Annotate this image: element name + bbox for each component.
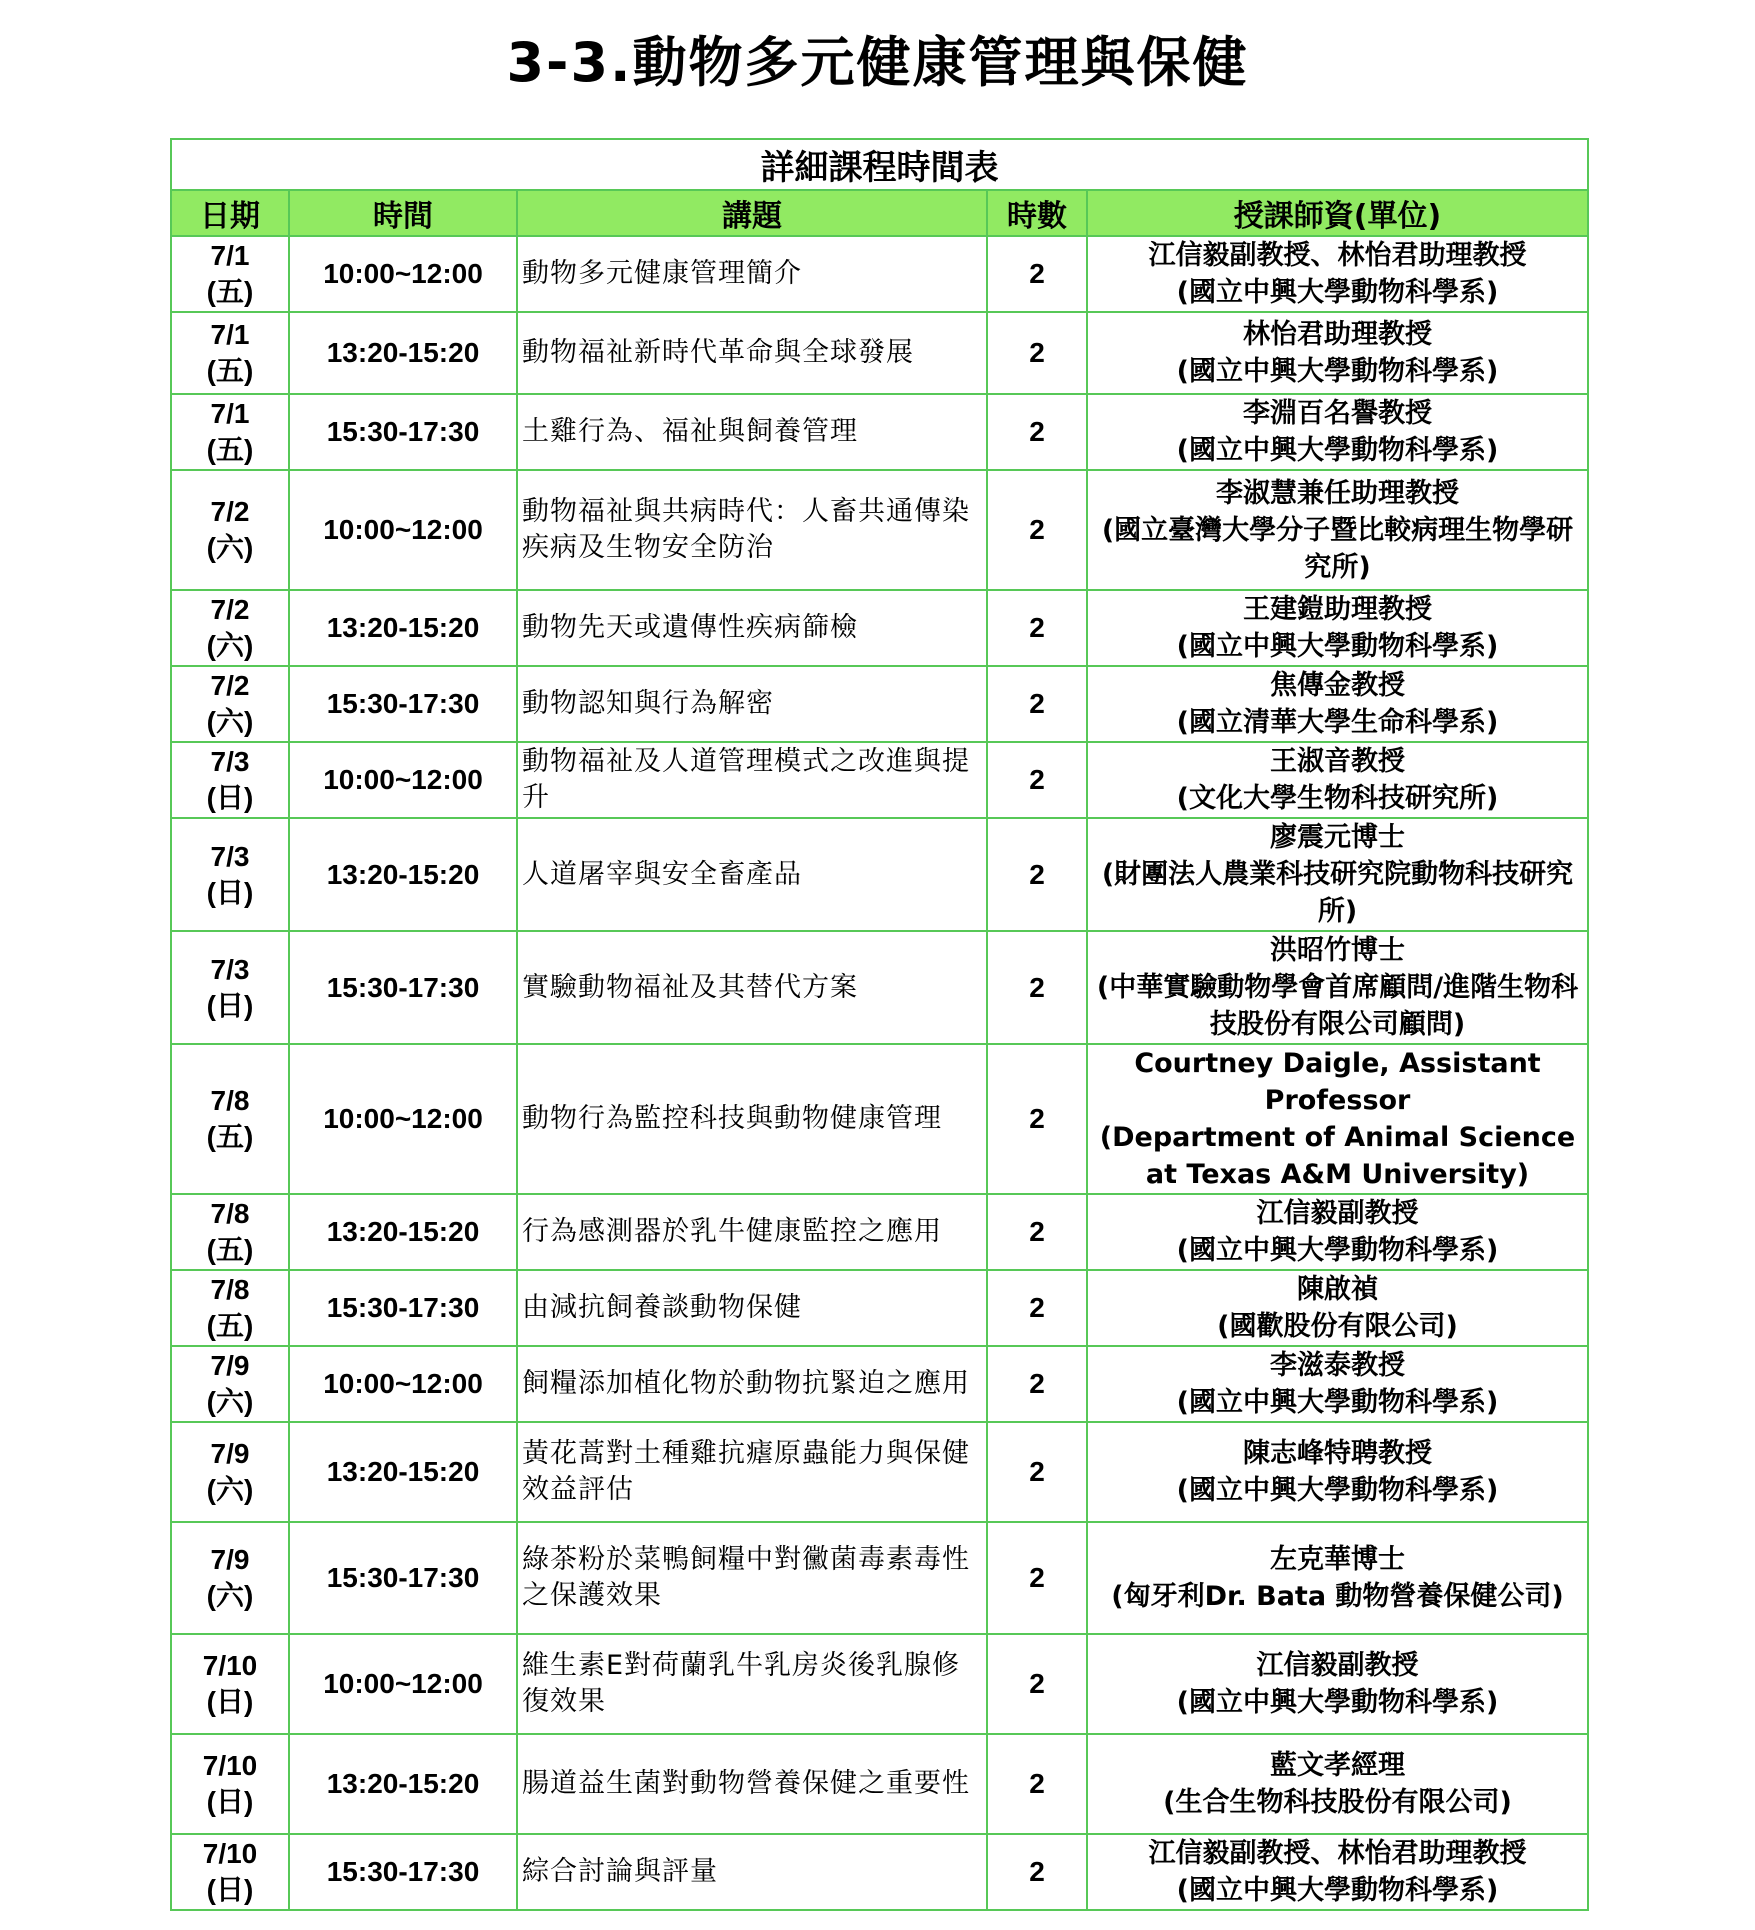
table-row [171, 1734, 1588, 1834]
instructor-name: 王淑音教授 [1270, 746, 1406, 777]
cell-topic: 動物福祉及人道管理模式之改進與提升 [517, 742, 987, 818]
weekday-text: (五) [206, 1234, 254, 1265]
cell-date [171, 312, 289, 394]
cell-topic: 綠茶粉於菜鴨飼糧中對黴菌毒素毒性之保護效果 [517, 1522, 987, 1634]
cell-instructor [1087, 1270, 1588, 1346]
instructor-name: 陳志峰特聘教授 [1243, 1438, 1433, 1469]
instructor-affiliation: (國立清華大學生命科學系) [1176, 707, 1499, 738]
header-hours: 時數 [987, 190, 1087, 236]
weekday-text: (日) [206, 876, 254, 908]
instructor-name: 陳啟禎 [1297, 1274, 1379, 1305]
cell-date [171, 1634, 289, 1734]
cell-hours: 2 [987, 666, 1087, 742]
date-text: 7/1 [210, 319, 250, 350]
cell-hours: 2 [987, 1044, 1087, 1194]
cell-instructor [1087, 1346, 1588, 1422]
instructor-name: 王建鎧助理教授 [1243, 594, 1433, 625]
header-date: 日期 [171, 190, 289, 236]
cell-time: 13:20-15:20 [289, 818, 517, 931]
cell-date [171, 394, 289, 470]
table-row [171, 1194, 1588, 1270]
table-row [171, 1522, 1588, 1634]
header-topic: 講題 [517, 190, 987, 236]
page-title: 3-3.動物多元健康管理與保健 [506, 31, 1249, 94]
cell-instructor [1087, 1194, 1588, 1270]
instructor-affiliation: (生合生物科技股份有限公司) [1163, 1787, 1512, 1818]
cell-topic: 人道屠宰與安全畜產品 [517, 818, 987, 931]
cell-hours: 2 [987, 1346, 1087, 1422]
instructor-name: 廖震元博士 [1270, 822, 1406, 853]
table-row [171, 818, 1588, 931]
table-row [171, 470, 1588, 590]
cell-topic: 實驗動物福祉及其替代方案 [517, 931, 987, 1044]
cell-instructor [1087, 742, 1588, 818]
cell-hours: 2 [987, 236, 1087, 312]
table-row [171, 1634, 1588, 1734]
date-text: 7/9 [210, 1438, 250, 1469]
weekday-text: (日) [206, 1786, 254, 1817]
cell-time: 15:30-17:30 [289, 1522, 517, 1634]
cell-instructor [1087, 1522, 1588, 1634]
cell-topic: 動物福祉新時代革命與全球發展 [517, 312, 987, 394]
cell-date [171, 1522, 289, 1634]
instructor-affiliation: (財團法人農業科技研究院動物科技研究所) [1101, 859, 1574, 927]
instructor-name: 李滋泰教授 [1270, 1350, 1406, 1381]
cell-hours: 2 [987, 1422, 1087, 1522]
cell-time: 10:00~12:00 [289, 236, 517, 312]
weekday-text: (日) [206, 1874, 254, 1905]
instructor-affiliation: (國立中興大學動物科學系) [1176, 356, 1499, 387]
cell-topic: 由減抗飼養談動物保健 [517, 1270, 987, 1346]
table-row [171, 312, 1588, 394]
instructor-name: 焦傳金教授 [1270, 670, 1406, 701]
cell-topic: 飼糧添加植化物於動物抗緊迫之應用 [517, 1346, 987, 1422]
instructor-affiliation: (文化大學生物科技研究所) [1176, 783, 1499, 814]
cell-time: 15:30-17:30 [289, 931, 517, 1044]
instructor-affiliation: (中華實驗動物學會首席顧問/進階生物科技股份有限公司顧問) [1096, 972, 1579, 1040]
cell-date [171, 1044, 289, 1194]
cell-topic: 綜合討論與評量 [517, 1834, 987, 1910]
instructor-name: 林怡君助理教授 [1243, 319, 1433, 350]
cell-time: 13:20-15:20 [289, 312, 517, 394]
weekday-text: (五) [206, 1121, 254, 1152]
cell-instructor [1087, 236, 1588, 312]
table-row [171, 236, 1588, 312]
cell-topic: 土雞行為、福祉與飼養管理 [517, 394, 987, 470]
cell-time: 10:00~12:00 [289, 1044, 517, 1194]
instructor-name: 江信毅副教授 [1256, 1198, 1419, 1229]
cell-instructor [1087, 1044, 1588, 1194]
instructor-affiliation: (國立中興大學動物科學系) [1176, 1235, 1499, 1266]
cell-topic: 黃花蒿對土種雞抗瘧原蟲能力與保健效益評估 [517, 1422, 987, 1522]
cell-time: 13:20-15:20 [289, 590, 517, 666]
schedule-table [170, 138, 1589, 1911]
weekday-text: (日) [206, 1686, 254, 1717]
cell-topic: 行為感測器於乳牛健康監控之應用 [517, 1194, 987, 1270]
cell-hours: 2 [987, 818, 1087, 931]
instructor-name: 左克華博士 [1270, 1544, 1406, 1575]
cell-date [171, 1346, 289, 1422]
cell-time: 15:30-17:30 [289, 666, 517, 742]
date-text: 7/1 [210, 240, 250, 271]
cell-instructor [1087, 931, 1588, 1044]
instructor-affiliation: (國立中興大學動物科學系) [1176, 1387, 1499, 1418]
cell-hours: 2 [987, 590, 1087, 666]
table-row [171, 931, 1588, 1044]
cell-time: 10:00~12:00 [289, 470, 517, 590]
date-text: 7/10 [202, 1750, 258, 1781]
cell-instructor [1087, 394, 1588, 470]
instructor-name: 江信毅副教授、林怡君助理教授 [1148, 1838, 1527, 1869]
weekday-text: (五) [206, 1310, 254, 1341]
cell-date [171, 590, 289, 666]
table-row [171, 394, 1588, 470]
cell-instructor [1087, 1834, 1588, 1910]
cell-time: 10:00~12:00 [289, 1346, 517, 1422]
cell-instructor [1087, 666, 1588, 742]
table-caption: 詳細課程時間表 [171, 139, 1588, 190]
cell-hours: 2 [987, 1194, 1087, 1270]
instructor-affiliation: (匈牙利Dr. Bata 動物營養保健公司) [1111, 1581, 1564, 1612]
cell-date [171, 1270, 289, 1346]
instructor-name: 李淑慧兼任助理教授 [1216, 477, 1460, 509]
instructor-name: 李淵百名譽教授 [1243, 398, 1433, 429]
header-time: 時間 [289, 190, 517, 236]
weekday-text: (日) [206, 989, 254, 1021]
instructor-affiliation: (國立中興大學動物科學系) [1176, 631, 1499, 662]
cell-instructor [1087, 1634, 1588, 1734]
table-header-row [171, 190, 1588, 236]
cell-hours: 2 [987, 312, 1087, 394]
cell-date [171, 931, 289, 1044]
cell-instructor [1087, 1422, 1588, 1522]
cell-date [171, 1194, 289, 1270]
instructor-affiliation: (國立臺灣大學分子暨比較病理生物學研究所) [1101, 514, 1574, 583]
instructor-affiliation: (國立中興大學動物科學系) [1176, 1687, 1499, 1718]
cell-topic: 動物先天或遺傳性疾病篩檢 [517, 590, 987, 666]
cell-date [171, 1734, 289, 1834]
date-text: 7/2 [210, 594, 250, 625]
instructor-affiliation: (國立中興大學動物科學系) [1176, 277, 1499, 308]
instructor-name: 江信毅副教授、林怡君助理教授 [1148, 240, 1527, 271]
cell-time: 13:20-15:20 [289, 1194, 517, 1270]
weekday-text: (五) [206, 355, 254, 386]
cell-instructor [1087, 590, 1588, 666]
cell-hours: 2 [987, 1634, 1087, 1734]
date-text: 7/9 [210, 1350, 250, 1381]
weekday-text: (六) [206, 706, 254, 737]
instructor-name: 洪昭竹博士 [1270, 935, 1406, 966]
table-body [171, 236, 1588, 1910]
table-row [171, 590, 1588, 666]
weekday-text: (六) [206, 1386, 254, 1417]
cell-instructor [1087, 312, 1588, 394]
cell-time: 15:30-17:30 [289, 394, 517, 470]
cell-topic: 動物行為監控科技與動物健康管理 [517, 1044, 987, 1194]
instructor-name: 藍文孝經理 [1270, 1750, 1406, 1781]
cell-time: 10:00~12:00 [289, 742, 517, 818]
cell-instructor [1087, 1734, 1588, 1834]
cell-topic: 動物多元健康管理簡介 [517, 236, 987, 312]
date-text: 7/8 [210, 1085, 250, 1116]
date-text: 7/2 [210, 496, 250, 527]
cell-date [171, 236, 289, 312]
weekday-text: (五) [206, 434, 254, 465]
cell-topic: 動物認知與行為解密 [517, 666, 987, 742]
cell-hours: 2 [987, 470, 1087, 590]
table-row [171, 742, 1588, 818]
table-row [171, 1422, 1588, 1522]
weekday-text: (五) [206, 276, 254, 307]
cell-time: 13:20-15:20 [289, 1422, 517, 1522]
table-row [171, 1270, 1588, 1346]
date-text: 7/9 [210, 1544, 250, 1575]
weekday-text: (六) [206, 1580, 254, 1611]
instructor-affiliation: (國歡股份有限公司) [1217, 1311, 1458, 1342]
cell-hours: 2 [987, 1522, 1087, 1634]
cell-date [171, 470, 289, 590]
date-text: 7/3 [210, 746, 250, 777]
date-text: 7/10 [202, 1650, 258, 1681]
cell-topic: 維生素E對荷蘭乳牛乳房炎後乳腺修復效果 [517, 1634, 987, 1734]
cell-date [171, 818, 289, 931]
date-text: 7/1 [210, 398, 250, 429]
date-text: 7/10 [202, 1838, 258, 1869]
table-row [171, 666, 1588, 742]
cell-instructor [1087, 470, 1588, 590]
cell-instructor [1087, 818, 1588, 931]
weekday-text: (六) [206, 532, 254, 563]
date-text: 7/8 [210, 1274, 250, 1305]
instructor-affiliation: (國立中興大學動物科學系) [1176, 1875, 1499, 1906]
cell-date [171, 666, 289, 742]
cell-time: 15:30-17:30 [289, 1270, 517, 1346]
date-text: 7/2 [210, 670, 250, 701]
header-instructor: 授課師資(單位) [1087, 190, 1588, 236]
table-row [171, 1044, 1588, 1194]
instructor-name: 江信毅副教授 [1256, 1650, 1419, 1681]
table-row [171, 1346, 1588, 1422]
cell-date [171, 742, 289, 818]
cell-date [171, 1834, 289, 1910]
cell-date [171, 1422, 289, 1522]
instructor-affiliation: (國立中興大學動物科學系) [1176, 435, 1499, 466]
cell-hours: 2 [987, 1834, 1087, 1910]
weekday-text: (六) [206, 630, 254, 661]
cell-time: 15:30-17:30 [289, 1834, 517, 1910]
cell-hours: 2 [987, 931, 1087, 1044]
instructor-affiliation: (國立中興大學動物科學系) [1176, 1475, 1499, 1506]
date-text: 7/3 [210, 953, 250, 985]
cell-time: 13:20-15:20 [289, 1734, 517, 1834]
table-row [171, 1834, 1588, 1910]
date-text: 7/3 [210, 840, 250, 872]
cell-hours: 2 [987, 1270, 1087, 1346]
cell-topic: 動物福祉與共病時代：人畜共通傳染疾病及生物安全防治 [517, 470, 987, 590]
cell-hours: 2 [987, 394, 1087, 470]
instructor-affiliation: (Department of Animal Science at Texas A&M University) [1099, 1122, 1576, 1190]
cell-time: 10:00~12:00 [289, 1634, 517, 1734]
table-caption-row [171, 139, 1588, 190]
cell-hours: 2 [987, 1734, 1087, 1834]
instructor-name: Courtney Daigle, Assistant Professor [1134, 1048, 1541, 1116]
cell-topic: 腸道益生菌對動物營養保健之重要性 [517, 1734, 987, 1834]
weekday-text: (日) [206, 782, 254, 813]
date-text: 7/8 [210, 1198, 250, 1229]
weekday-text: (六) [206, 1474, 254, 1505]
cell-hours: 2 [987, 742, 1087, 818]
